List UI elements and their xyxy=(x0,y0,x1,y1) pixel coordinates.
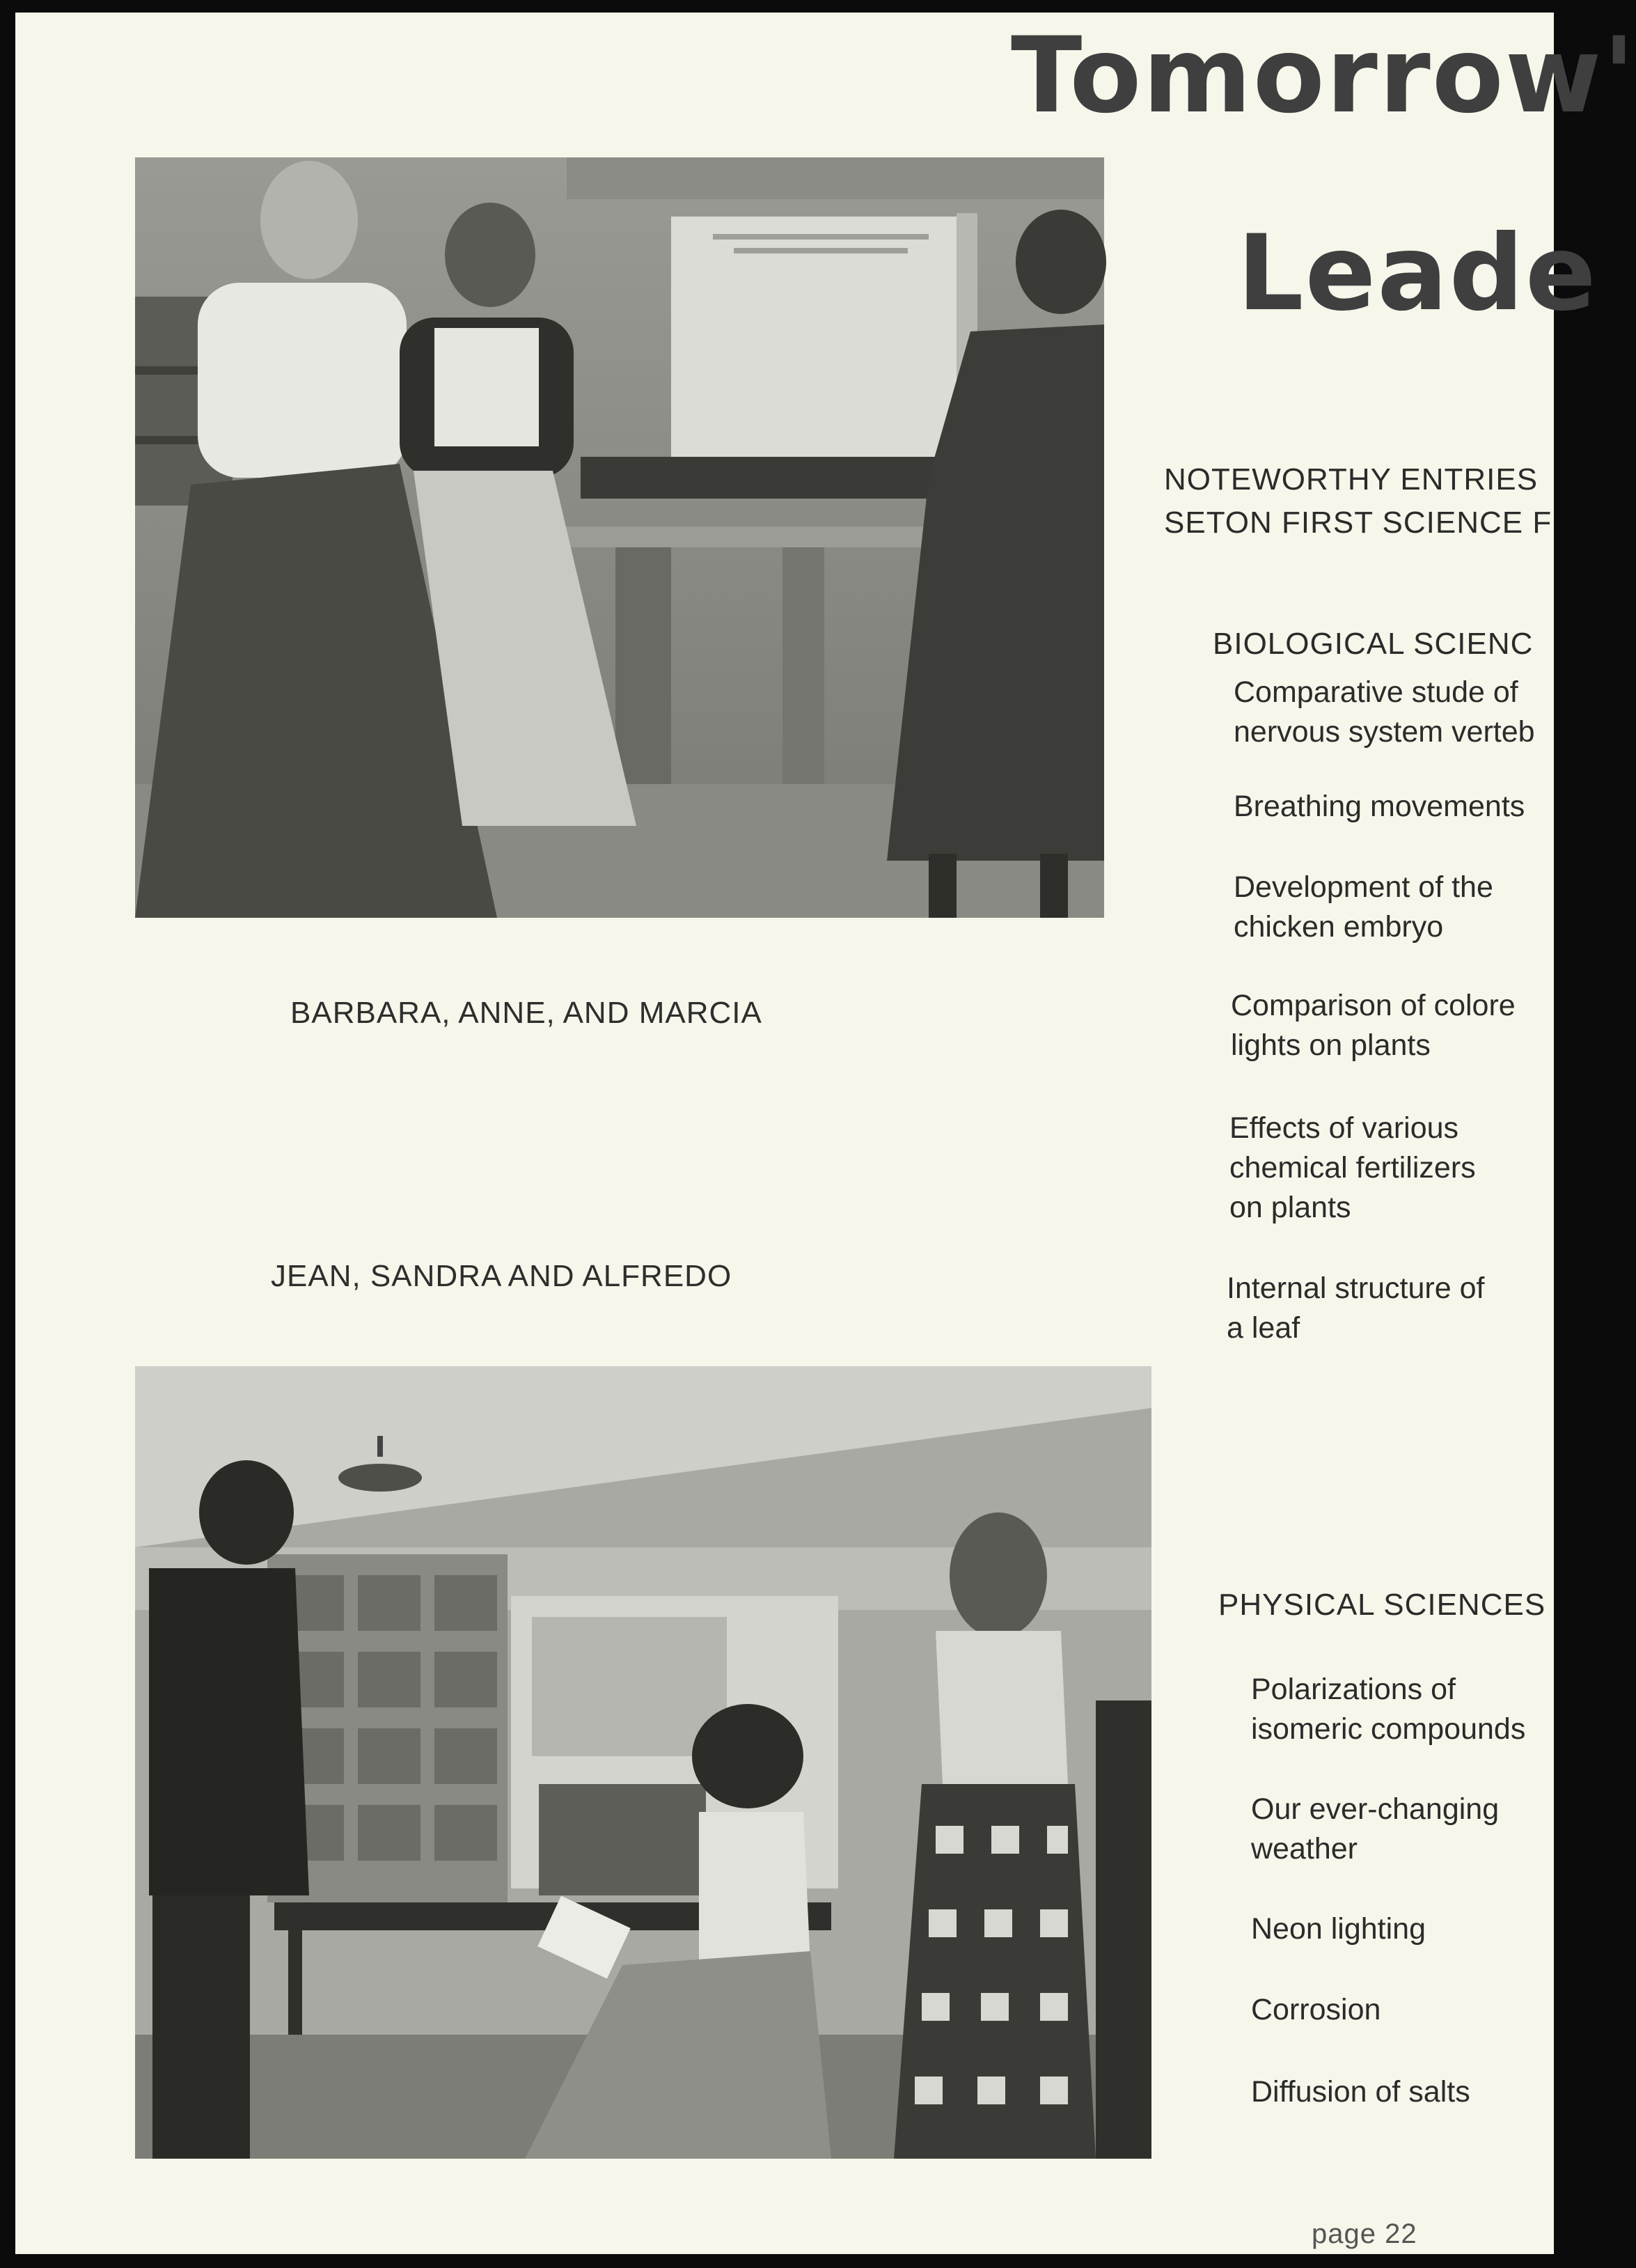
entry-biological-4: Comparison of colore lights on plants xyxy=(1231,989,1516,1062)
biological-sciences-title: BIOLOGICAL SCIENC xyxy=(1213,627,1534,661)
entries-heading-line-2: SETON FIRST SCIENCE F xyxy=(1164,506,1552,540)
photo-science-fair-students-top xyxy=(135,157,1104,918)
physical-sciences-title: PHYSICAL SCIENCES xyxy=(1218,1588,1546,1622)
entry-biological-1: Comparative stude of nervous system verteb xyxy=(1234,675,1535,749)
photo-science-fair-students-bottom xyxy=(135,1366,1151,2159)
caption-bottom-photo: JEAN, SANDRA AND ALFREDO xyxy=(271,1259,732,1293)
caption-top-photo: BARBARA, ANNE, AND MARCIA xyxy=(290,996,762,1030)
photo-top-drawing xyxy=(135,157,1104,918)
yearbook-page xyxy=(15,13,1636,2254)
entries-heading-line-1: NOTEWORTHY ENTRIES xyxy=(1164,462,1539,496)
entry-biological-5: Effects of various chemical fertilizers on plants xyxy=(1229,1111,1476,1224)
entry-biological-3: Development of the chicken embryo xyxy=(1234,870,1493,944)
entry-biological-2: Breathing movements xyxy=(1234,790,1525,823)
entry-biological-6: Internal structure of a leaf xyxy=(1227,1272,1485,1345)
page-title-line-2: Leade xyxy=(1237,213,1598,334)
science-fair-entries-column xyxy=(1164,458,1554,545)
entry-physical-2: Our ever-changing weather xyxy=(1251,1792,1500,1866)
page-title-line-1: Tomorrow' xyxy=(1011,15,1636,136)
entry-physical-4: Corrosion xyxy=(1251,1993,1381,2026)
photo-bottom-drawing xyxy=(135,1366,1151,2159)
entry-physical-5: Diffusion of salts xyxy=(1251,2075,1470,2109)
page-number: page 22 xyxy=(1312,2219,1417,2249)
entry-physical-3: Neon lighting xyxy=(1251,1912,1426,1946)
entry-physical-1: Polarizations of isomeric compounds xyxy=(1251,1673,1526,1746)
